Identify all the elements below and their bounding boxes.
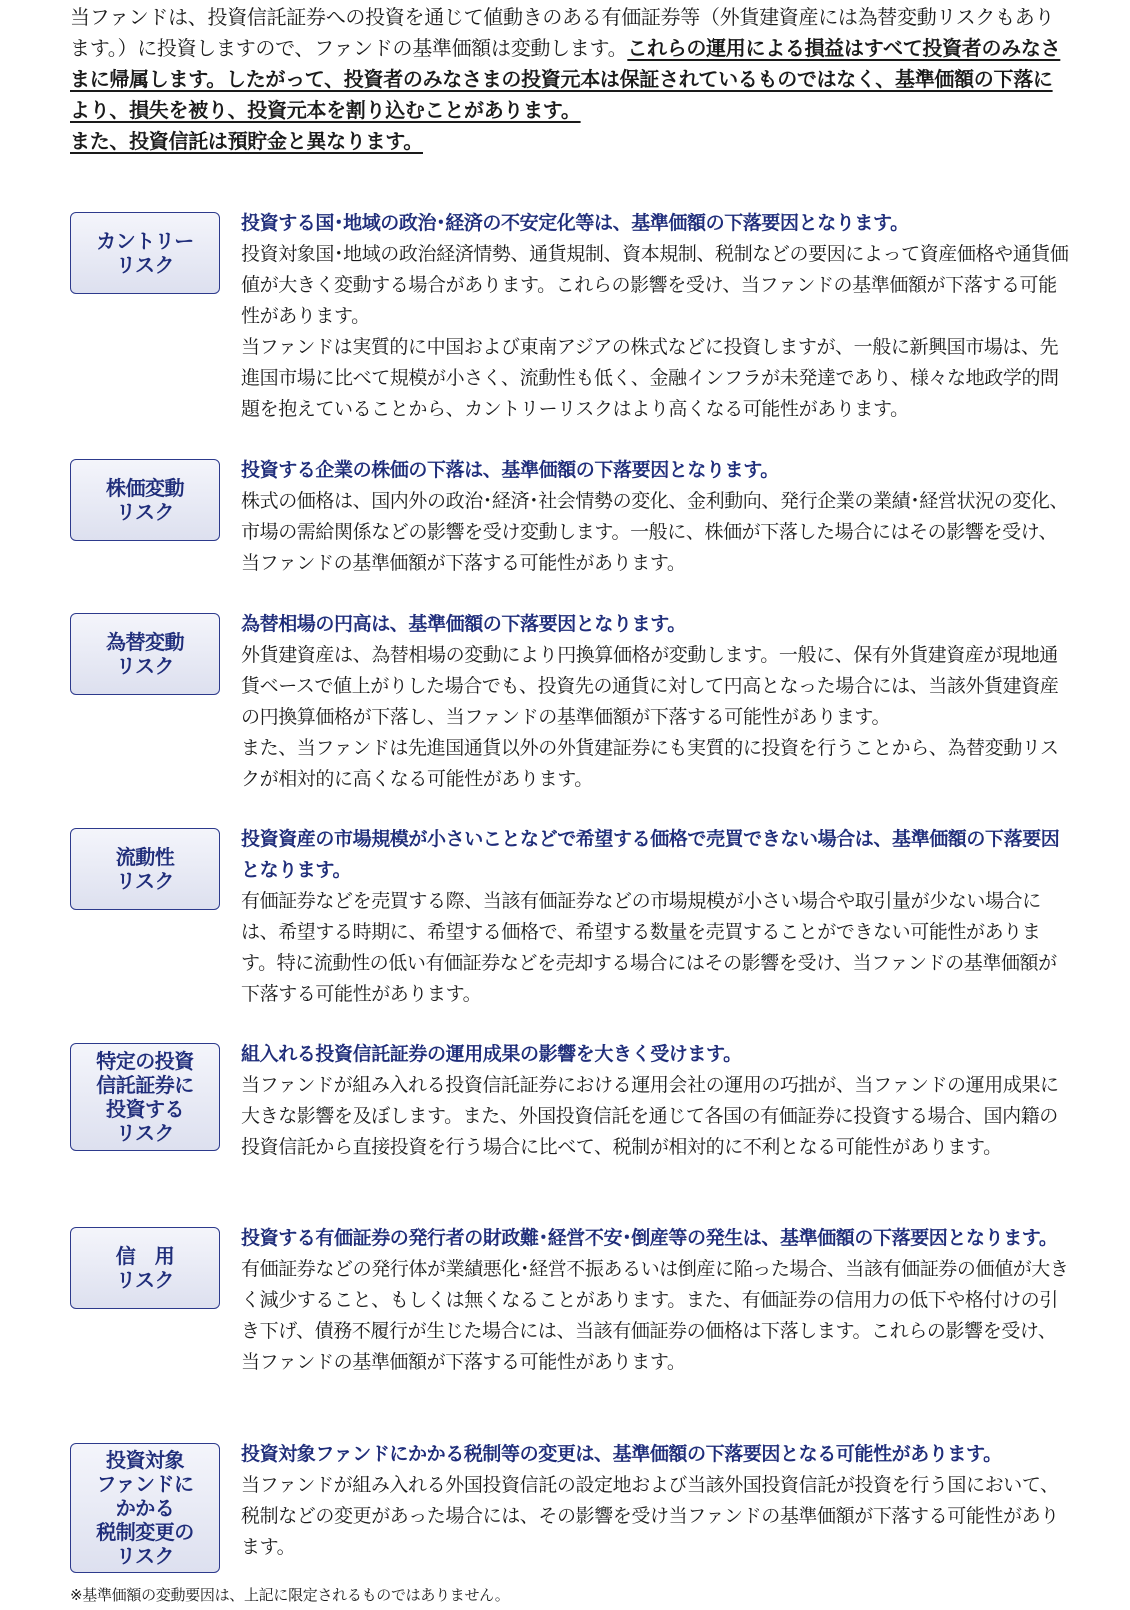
risk-description bbox=[241, 609, 1071, 795]
risk-body: 投資対象国･地域の政治経済情勢、通貨規制、資本規制、税制などの要因によって資産価格や通貨価値が大きく変動する場合があります。これらの影響を受け、当ファンドの基準価額が下落する可能性があります。 bbox=[241, 243, 1069, 327]
risk-body: 当ファンドが組み入れる外国投資信託の設定地および当該外国投資信託が投資を行う国において、税制などの変更があった場合には、その影響を受け当ファンドの基準価額が下落する可能性があります。 bbox=[241, 1474, 1059, 1558]
risk-headline: 組入れる投資信託証券の運用成果の影響を大きく受けます。 bbox=[241, 1043, 742, 1065]
risk-label-box bbox=[70, 1043, 220, 1151]
intro-emphasis-deposit: また、投資信託は預貯金と異なります。 bbox=[70, 129, 423, 153]
risk-headline: 投資する有価証券の発行者の財政難･経営不安･倒産等の発生は、基準価額の下落要因となります。 bbox=[241, 1227, 1058, 1249]
risk-label-box bbox=[70, 613, 220, 695]
risk-headline: 為替相場の円高は、基準価額の下落要因となります。 bbox=[241, 613, 686, 635]
risk-label: 流動性 リスク bbox=[115, 845, 175, 893]
risk-headline: 投資する国･地域の政治･経済の不安定化等は、基準価額の下落要因となります。 bbox=[241, 212, 909, 234]
intro-paragraph bbox=[70, 2, 1070, 157]
risk-label: カントリー リスク bbox=[96, 229, 194, 277]
risk-description bbox=[241, 1223, 1071, 1378]
risk-description bbox=[241, 455, 1071, 579]
intro-deposit-note bbox=[70, 126, 1070, 157]
risk-headline: 投資資産の市場規模が小さいことなどで希望する価格で売買できない場合は、基準価額の下落要因となります。 bbox=[241, 828, 1060, 881]
risk-body: 当ファンドが組み入れる投資信託証券における運用会社の運用の巧拙が、当ファンドの運用成果に大きな影響を及ぼします。また、外国投資信託を通じて各国の有価証券に投資する場合、国内籍の投資信託から直接投資を行う場合に比べて、税制が相対的に不利となる可能性があります。 bbox=[241, 1074, 1059, 1158]
risk-label: 信 用 リスク bbox=[115, 1244, 175, 1292]
intro-plain: 当ファンドは、投資信託証券への投資を通じて値動きのある有価証券等（外貨建資産には為替変動リスクもあります。）に投資しますので、ファンドの基準価額は変動します。 bbox=[70, 5, 1055, 60]
risk-headline: 投資対象ファンドにかかる税制等の変更は、基準価額の下落要因となる可能性があります。 bbox=[241, 1443, 1002, 1465]
risk-body: 外貨建資産は、為替相場の変動により円換算価格が変動します。一般に、保有外貨建資産が現地通貨ベースで値上がりした場合でも、投資先の通貨に対して円高となった場合には、当該外貨建資産の円換算価格が下落し、当ファンドの基準価額が下落する可能性があります。 bbox=[241, 644, 1059, 728]
risk-label-box bbox=[70, 1227, 220, 1309]
risk-description bbox=[241, 208, 1071, 425]
risk-label-box bbox=[70, 828, 220, 910]
risk-description bbox=[241, 824, 1071, 1010]
risk-label-box bbox=[70, 459, 220, 541]
risk-body: 有価証券などの発行体が業績悪化･経営不振あるいは倒産に陥った場合、当該有価証券の価値が大きく減少すること、もしくは無くなることがあります。また、有価証券の信用力の低下や格付けの引き下げ、債務不履行が生じた場合には、当該有価証券の価格は下落します。これらの影響を受け、当ファンドの基準価額が下落する可能性があります。 bbox=[241, 1258, 1069, 1373]
intro-emphasis: これらの運用による損益はすべて投資者のみなさまに帰属します。したがって、投資者のみなさまの投資元本は保証されているものではなく、基準価額の下落により、損失を被り、投資元本を割り込むことがあります。 bbox=[70, 36, 1061, 122]
intro-text bbox=[70, 2, 1070, 126]
footnote: ※基準価額の変動要因は、上記に限定されるものではありません。 bbox=[70, 1586, 510, 1604]
risk-label: 株価変動 リスク bbox=[106, 476, 184, 524]
risk-body: 株式の価格は、国内外の政治･経済･社会情勢の変化、金利動向、発行企業の業績･経営状況の変化、市場の需給関係などの影響を受け変動します。一般に、株価が下落した場合にはその影響を受け、当ファンドの基準価額が下落する可能性があります。 bbox=[241, 490, 1069, 574]
risk-label: 為替変動 リスク bbox=[106, 630, 184, 678]
risk-description bbox=[241, 1039, 1071, 1163]
risk-body: 当ファンドは実質的に中国および東南アジアの株式などに投資しますが、一般に新興国市場は、先進国市場に比べて規模が小さく、流動性も低く、金融インフラが未発達であり、様々な地政学的問題を抱えていることから、カントリーリスクはより高くなる可能性があります。 bbox=[241, 336, 1059, 420]
risk-label-box bbox=[70, 1443, 220, 1573]
risk-body: また、当ファンドは先進国通貨以外の外貨建証券にも実質的に投資を行うことから、為替変動リスクが相対的に高くなる可能性があります。 bbox=[241, 737, 1059, 790]
risk-label: 特定の投資 信託証券に 投資する リスク bbox=[96, 1049, 194, 1145]
risk-description bbox=[241, 1439, 1071, 1563]
risk-label: 投資対象 ファンドに かかる 税制変更の リスク bbox=[96, 1448, 194, 1568]
risk-label-box bbox=[70, 212, 220, 294]
risk-body: 有価証券などを売買する際、当該有価証券などの市場規模が小さい場合や取引量が少ない場合には、希望する時期に、希望する価格で、希望する数量を売買することができない可能性があります。特に流動性の低い有価証券などを売却する場合にはその影響を受け、当ファンドの基準価額が下落する可能性があります。 bbox=[241, 890, 1057, 1005]
risk-headline: 投資する企業の株価の下落は、基準価額の下落要因となります。 bbox=[241, 459, 779, 481]
